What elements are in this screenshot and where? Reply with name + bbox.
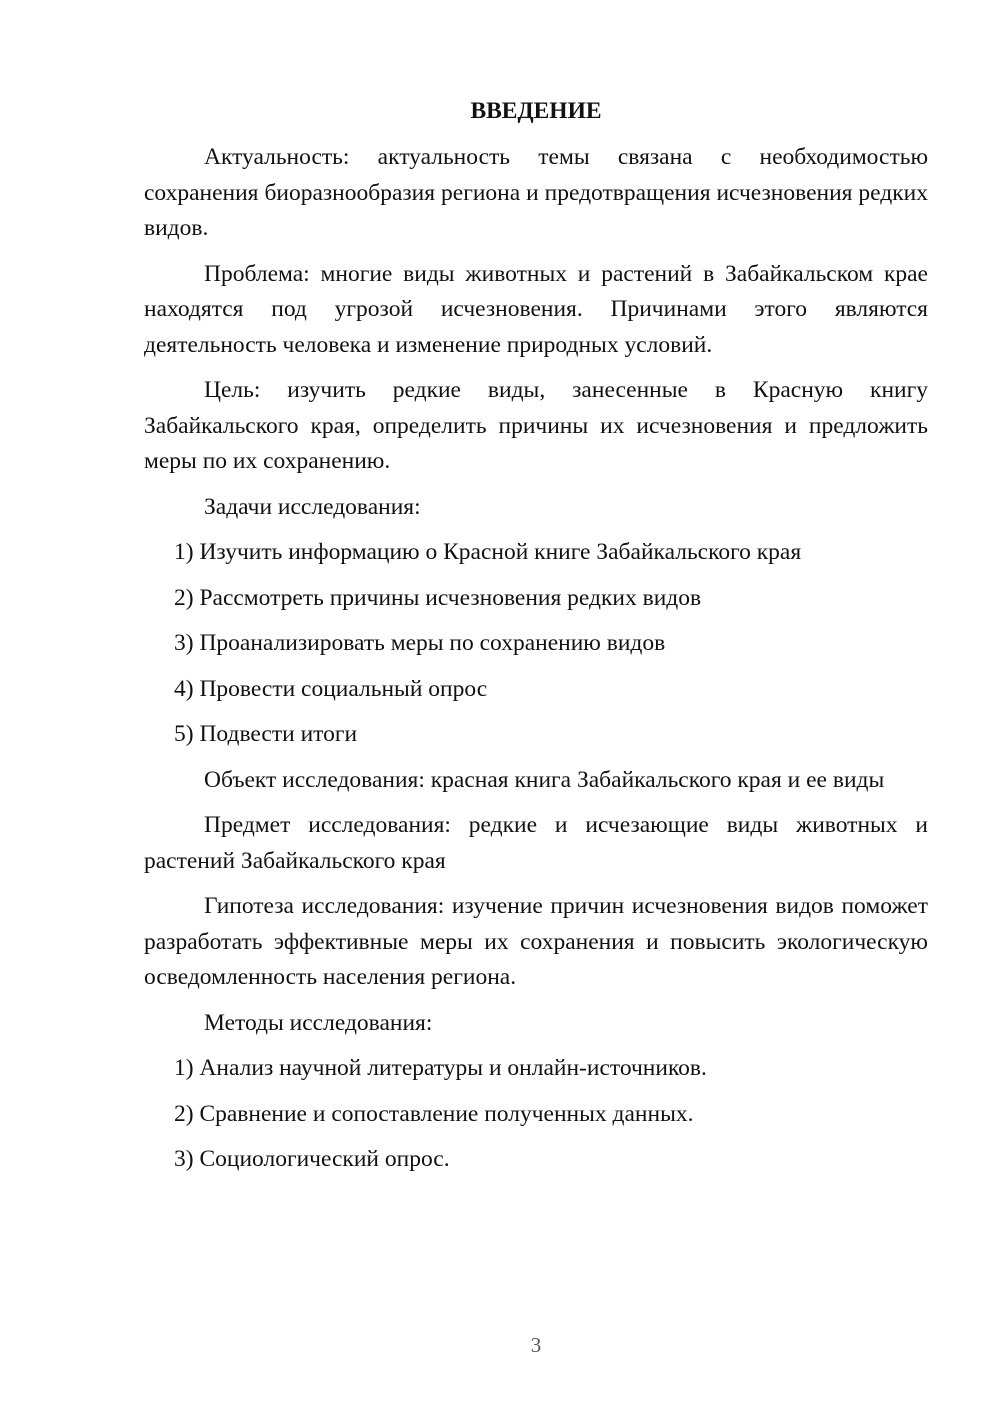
methods-list xyxy=(144,1051,928,1178)
tasks-list xyxy=(144,535,928,753)
list-item: 2) Сравнение и сопоставление полученных данных. xyxy=(174,1100,694,1127)
tasks-heading: Задачи исследования: xyxy=(204,493,421,520)
list-item: 3) Проанализировать меры по сохранению видов xyxy=(174,630,666,656)
list-item: 5) Подвести итоги xyxy=(174,721,358,747)
hypothesis-paragraph: Гипотеза исследования: изучение причин исчезновения видов поможет разработать эффективные меры их сохранения и повысить экологическую осведомленность населения региона. xyxy=(144,893,928,990)
relevance-paragraph: Актуальность: актуальность темы связана с необходимостью сохранения биоразнообразия региона и предотвращения исчезновения редких видов. xyxy=(144,144,928,241)
object-paragraph: Объект исследования: красная книга Забайкальского края и ее виды xyxy=(204,766,885,793)
list-item: 2) Рассмотреть причины исчезновения редких видов xyxy=(174,584,702,611)
subject-paragraph: Предмет исследования: редкие и исчезающие виды животных и растений Забайкальского края xyxy=(144,812,928,874)
page-title: ВВЕДЕНИЕ xyxy=(470,98,602,124)
document-body xyxy=(144,96,928,1188)
list-item: 3) Социологический опрос. xyxy=(174,1146,450,1172)
list-item: 4) Провести социальный опрос xyxy=(174,675,488,702)
page-number: 3 xyxy=(530,1333,542,1357)
list-item: 1) Анализ научной литературы и онлайн-источников. xyxy=(174,1055,707,1081)
problem-paragraph: Проблема: многие виды животных и растений в Забайкальском крае находятся под угрозой исчезновения. Причинами этого являются деятельность человека и изменение природных условий. xyxy=(144,260,928,358)
goal-paragraph: Цель: изучить редкие виды, занесенные в Красную книгу Забайкальского края, определить причины их исчезновения и предложить меры по их сохранению. xyxy=(144,377,928,474)
list-item: 1) Изучить информацию о Красной книге Забайкальского края xyxy=(174,539,802,565)
methods-heading: Методы исследования: xyxy=(204,1009,433,1036)
